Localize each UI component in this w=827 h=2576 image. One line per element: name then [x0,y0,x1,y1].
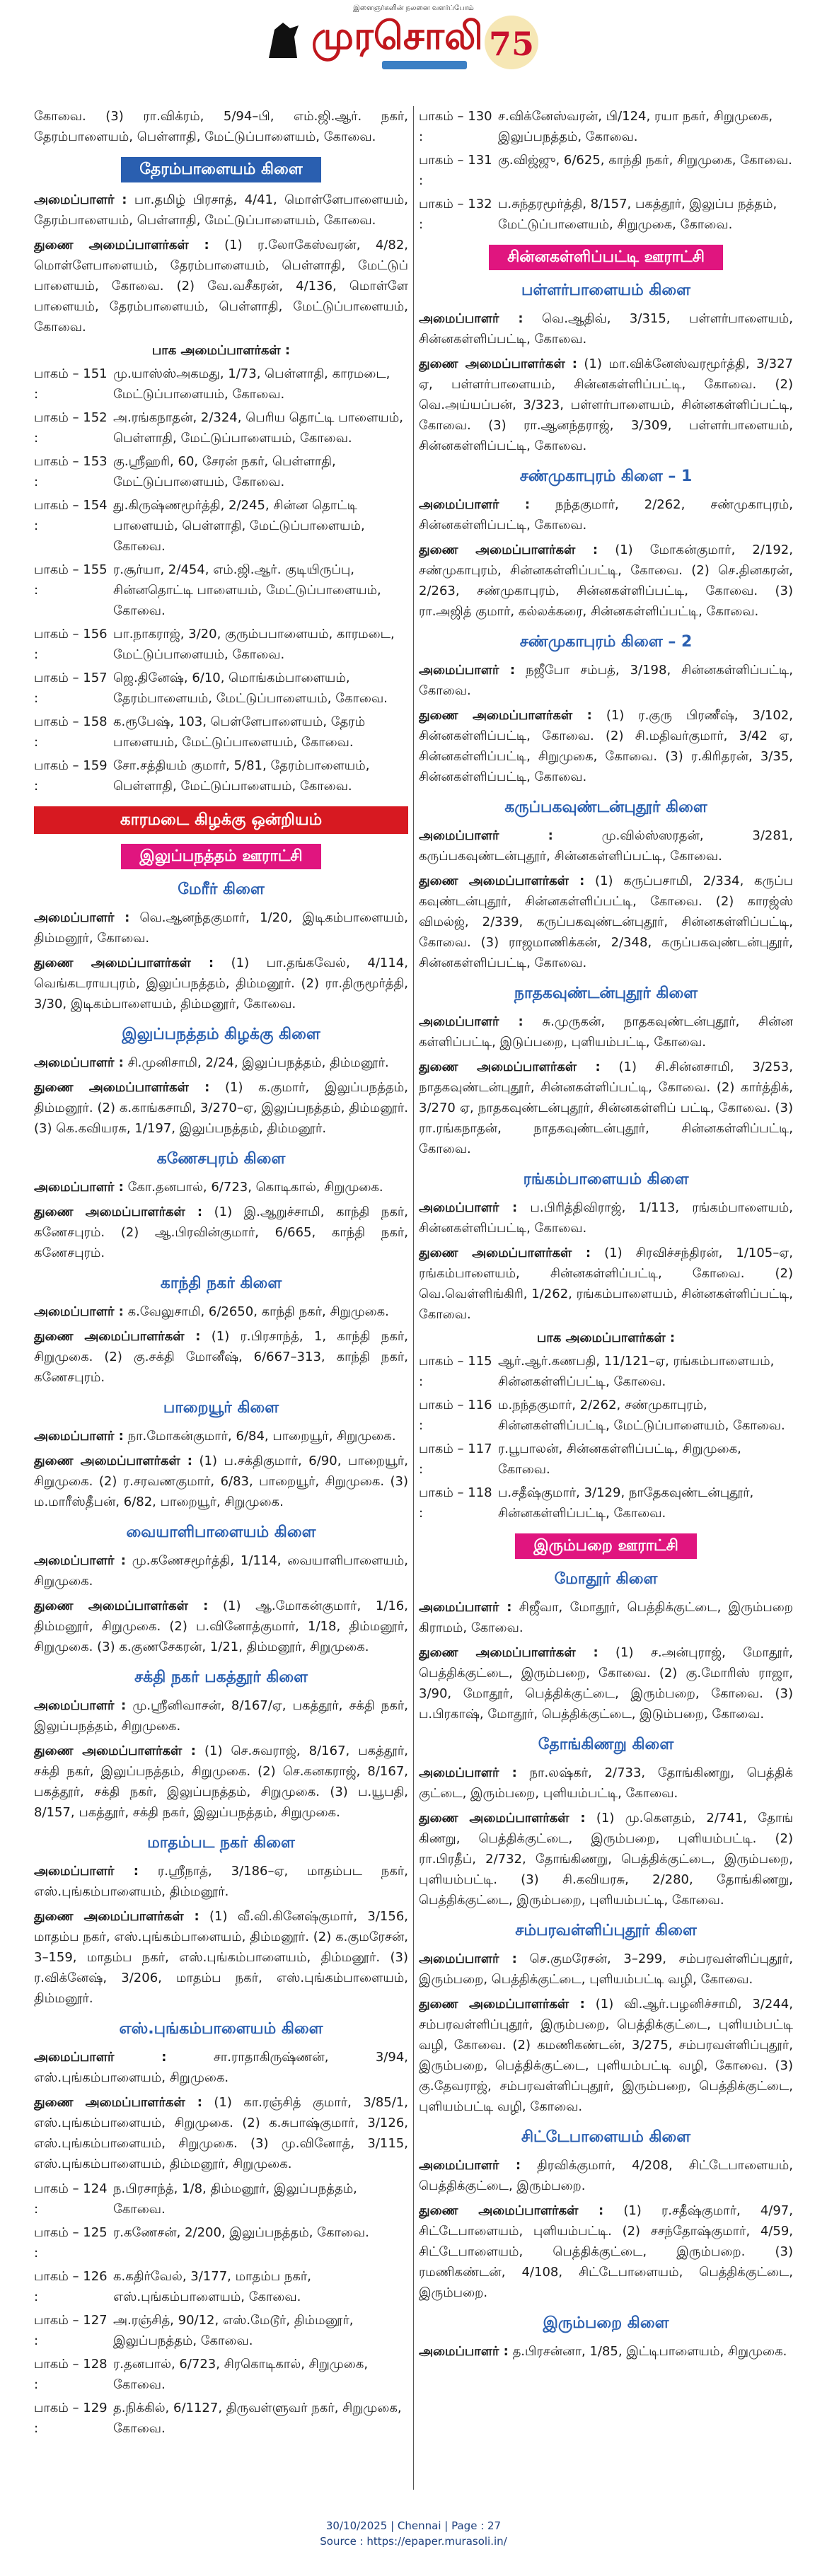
booth-entry [419,1483,793,1524]
entry-paragraph [34,1695,408,1736]
section-heading [34,1667,408,1688]
section-heading-text: சக்தி நகர் பகத்தூர் கிளை [134,1669,308,1686]
booth-detail: ர.தனபால், 6/723, சிரகொடிகால், சிறுமுகை, கோவை. [113,2357,369,2392]
section-heading [419,2313,793,2334]
section-heading [419,1569,793,1590]
entry-text: (1) மா.விக்னேஸ்வரமூர்த்தி, 3/327 ஏ, பள்ளர்பாளையம், சின்னகள்ளிப்பட்டி, கோவை. (2) வெ.அய்யப்பன், 3/323, பள்ளர்பாளையம், சின்னகள்ளிப்பட்டி, கோவை. (3) ரா.ஆனந்தராஜ், 3/309, பள்ளர்பாளையம், சின்னகள்ளிப்பட்டி, கோவை. [419,356,793,453]
entry-role-label: துணை அமைப்பாளர்கள் : [34,1599,209,1613]
entry-role-label: துணை அமைப்பாளர்கள் : [34,1744,196,1758]
entry-role-label: துணை அமைப்பாளர்கள் : [419,543,598,557]
section-heading [34,1522,408,1543]
booth-entry [419,194,793,235]
entry-role-label: அமைப்பாளர் : [34,1304,124,1319]
booth-entry [34,668,408,709]
entry-paragraph [34,1202,408,1263]
masthead-tagline: இளைஞர்களின் நலனை வளர்ப்போம் [353,4,474,12]
entry-text: சிஜீவா, மோதூர், பெத்திக்குட்டை, இரும்பறை கிராமம், கோவை. [419,1600,793,1635]
section-heading-text: நாதகவுண்டன்புதூர் கிளை [514,985,698,1002]
entry-paragraph [34,907,408,948]
entry-text: மு.ஸ்ரீனிவாசன், 8/167/ஏ, பகத்தூர், சக்தி நகர், இலுப்பநத்தம், சிறுமுகை. [34,1698,408,1734]
entry-role-label: அமைப்பாளர் : [419,1951,517,1966]
section-heading-text: தேரம்பாளையம் கிளை [121,157,320,182]
entry-text: நஜீபோ சம்பத், 3/198, சின்னகள்ளிப்பட்டி, கோவை. [419,663,793,698]
entry-paragraph [34,1741,408,1823]
booth-detail: ஜெ.தினேஷ், 6/10, மொங்கம்பாளையம், தேரம்பாளையம், மேட்டுப்பாளையம், கோவை. [113,671,388,706]
section-heading-text: வையாளிபாளையம் கிளை [126,1524,316,1541]
entry-text: (1) சி.சின்னசாமி, 3/253, நாதகவுண்டன்புதூர், சின்னகள்ளிப்பட்டி, கோவை. (2) கார்த்திக், 3/270 ஏ, நாதகவுண்டன்புதூர், சின்னகள்ளிப் பட்டி, கோவை. (3) ரா.ரங்கநாதன், நாதகவுண்டன்புதூர், சின்னகள்ளிப்பட்டி, கோவை. [419,1060,793,1156]
section-heading [419,1169,793,1190]
entry-paragraph [419,1011,793,1052]
entry-text: (1) வி.ஆர்.பழனிச்சாமி, 3/244, சம்பரவள்ளிப்புதூர், இரும்பறை, பெத்திக்குட்டை, புளியம்பட்டி வழி, கோவை. (2) கமணிகண்டன், 3/275, சம்பரவள்ளிப்புதூர், இரும்பறை, பெத்திக்குட்டை, புளியம்பட்டி வழி, கோவை. (3) கு.தேவராஜ், சம்பரவள்ளிப்புதூர், இரும்பறை, பெத்திக்குட்டை, புளியம்பட்டி வழி, கோவை. [419,1997,793,2114]
entry-paragraph [419,825,793,866]
entry-paragraph [419,1057,793,1159]
entry-text: (1) செ.சுவராஜ், 8/167, பகத்தூர், சக்தி நகர், இலுப்பநத்தம், சிறுமுகை. (2) செ.கனகராஜ், 8/167, பகத்தூர், சக்தி நகர், இலுப்பநத்தம், சிறுமுகை. (3) ப.யூபதி, 8/157, பகத்தூர், சக்தி நகர், இலுப்பநத்தம், சிறுமுகை. [34,1744,408,1820]
entry-paragraph [419,354,793,456]
entry-paragraph [419,1642,793,1724]
entry-role-label: அமைப்பாளர் : [419,1200,518,1215]
booth-entry [34,2266,408,2307]
booth-number: பாகம் – 131 : [419,153,492,188]
section-heading-text: பள்ளர்பாளையம் கிளை [521,282,691,299]
entry-role-label: அமைப்பாளர் : [419,828,553,843]
booth-entry [34,2354,408,2395]
booth-entry [419,150,793,191]
entry-role-label: அமைப்பாளர் : [34,1180,124,1195]
booth-number: பாகம் – 151 : [34,366,108,402]
entry-text: வெ.ஆதிவ், 3/315, பள்ளர்பாளையம், சின்னகள்ளிப்பட்டி, கோவை. [419,311,793,347]
entry-text: (1) சிரவிச்சந்திரன், 1/105–ஏ, ரங்கம்பாளையம், சின்னகள்ளிப்பட்டி, கோவை. (2) வெ.வெள்ளிங்கிரி, 1/262, ரங்கம்பாளையம், சின்னகள்ளிப்பட்டி, கோவை. [419,1246,793,1322]
section-heading [419,1734,793,1756]
booth-detail: ஆர்.ஆர்.கணபதி, 11/121–ஏ, ரங்கம்பாளையம், சின்னகள்ளிப்பட்டி, கோவை. [498,1354,775,1389]
section-heading [34,1149,408,1170]
entry-role-label: துணை அமைப்பாளர்கள் : [419,1246,591,1260]
section-heading [419,797,793,818]
entry-paragraph [419,660,793,701]
entry-text: வெ.ஆனந்தகுமார், 1/20, இடிகம்பாளையம், திம்மனூர், கோவை. [34,910,408,946]
booth-entry [34,2222,408,2263]
entry-text: ர.ஸ்ரீநாத், 3/186–ஏ, மாதம்பட நகர், எஸ்.புங்கம்பாளையம், திம்மனூர். [34,1864,408,1899]
section-heading-text: சின்னகள்ளிப்பட்டி ஊராட்சி [489,245,723,270]
entry-role-label: துணை அமைப்பாளர்கள் : [419,874,585,888]
section-heading-text: இலுப்பநத்தம் ஊராட்சி [121,844,320,869]
entry-paragraph [419,1763,793,1804]
entry-role-label: அமைப்பாளர் : [419,311,524,326]
entry-role-label: அமைப்பாளர் : [419,497,531,512]
entry-paragraph [34,190,408,231]
entry-role-label: அமைப்பாளர் : [419,1014,524,1029]
entry-text: (1) பா.தங்கவேல், 4/114, வெங்கடராயபுரம், இலுப்பநத்தம், திம்மனூர். (2) ரா.திருமூர்த்தி, 3/30, இடிகம்பாளையம், திம்மனூர், கோவை. [34,956,408,1011]
entry-paragraph [34,235,408,337]
entry-role-label: அமைப்பாளர் : [419,2344,509,2359]
booth-number: பாகம் – 157 : [34,671,108,706]
entry-role-label: துணை அமைப்பாளர்கள் : [34,1454,192,1468]
booth-entry [34,495,408,557]
entry-paragraph [419,2155,793,2196]
booth-entry [34,2310,408,2351]
entry-role-label: துணை அமைப்பாளர்கள் : [34,1329,201,1344]
entry-text: (1) கருப்பசாமி, 2/334, கருப்ப கவுண்டன்புதூர், சின்னகள்ளிப்பட்டி, கோவை. (2) காரஜ்ஸ் விமல்ஜ், 2/339, கருப்பகவுண்டன்புதூர், சின்னகள்ளிப்பட்டி, கோவை. (3) ராஜமாணிக்கன், 2/348, கருப்பகவுண்டன்புதூர், சின்னகள்ளிப்பட்டி, கோவை. [419,874,793,970]
entry-paragraph [419,1949,793,1990]
section-heading [34,1273,408,1294]
booth-entry [34,451,408,492]
booth-detail: ப.சதீஷ்குமார், 3/129, நாதேகவுண்டன்புதூர், சின்னகள்ளிப்பட்டி, கோவை. [498,1485,754,1521]
section-heading-text: ரங்கம்பாளையம் கிளை [523,1171,689,1188]
entry-text: கோ.தனபால், 6/723, கொடிகால், சிறுமுகை. [127,1180,383,1195]
anniversary-number: 75 [488,25,535,63]
section-heading-text: பாறையூர் கிளை [163,1399,279,1417]
section-heading [34,157,408,182]
entry-paragraph [34,1301,408,1322]
entry-role-label: துணை அமைப்பாளர்கள் : [419,708,592,723]
entry-paragraph [34,2092,408,2174]
booth-detail: ச.விக்னேஸ்வரன், பி/124, ரயா நகர், சிறுமுகை, இலுப்பநத்தம், கோவை. [498,109,773,144]
booth-detail: சோ.சத்தியம் குமார், 5/81, தேரம்பாளையம், பெள்ளாதி, மேட்டுப்பாளையம், கோவை. [113,758,370,794]
booth-detail: ப.சுந்தரமூர்த்தி, 8/157, பகத்தூர், இலுப்ப நத்தம், மேட்டுப்பாளையம், சிறுமுகை, கோவை. [498,197,777,232]
section-heading-text: சம்பரவள்ளிப்புதூர் கிளை [515,1922,697,1939]
entry-text: செ.குமரேசன், 3–299, சம்பரவள்ளிப்புதூர், இரும்பறை, பெத்திக்குட்டை, புளியம்பட்டி வழி, கோவை. [419,1951,793,1987]
booth-number: பாகம் – 158 : [34,714,108,750]
booth-entry [419,1395,793,1436]
section-heading [34,1398,408,1419]
entry-text: (1) ப.சக்திகுமார், 6/90, பாறையூர், சிறுமுகை. (2) ர.சரவணகுமார், 6/83, பாறையூர், சிறுமுகை. (3) ம.மாரீஸ்தீபன், 6/82, பாறையூர், சிறுமுகை. [34,1454,408,1509]
entry-role-label: அமைப்பாளர் : [34,1553,126,1568]
entry-text: (1) ஆ.மோகன்குமார், 1/16, திம்மனூர், சிறுமுகை. (2) ப.வினோத்குமார், 1/18, திம்மனூர், சிறுமுகை. (3) க.குணசேகரன், 1/21, திம்மனூர், சிறுமுகை. [34,1599,408,1654]
section-heading-text: எஸ்.புங்கம்பாளையம் கிளை [119,2020,323,2038]
booth-detail: க.ரூபேஷ், 103, பெள்ளேபாளையம், தேரம் பாளையம், மேட்டுப்பாளையம், கோவை. [113,714,366,750]
booth-number: பாகம் – 118 : [419,1485,492,1521]
entry-role-label: அமைப்பாளர் : [419,1765,517,1780]
entry-role-label: துணை அமைப்பாளர்கள் : [34,2095,202,2110]
section-heading-text: சிட்டேபாளையம் கிளை [521,2128,691,2146]
section-heading-text: மோதூர் கிளை [554,1570,658,1588]
booth-entry [34,712,408,753]
block-label: பாக அமைப்பாளர்கள் : [151,343,291,358]
entry-paragraph [419,871,793,973]
booth-detail: கு.விஜ்ஜு, 6/625, காந்தி நகர், சிறுமுகை, கோவை. [498,153,792,168]
booth-number: பாகம் – 115 : [419,1354,492,1389]
booth-number: பாகம் – 156 : [34,627,108,662]
entry-text: திரவிக்குமார், 4/208, சிட்டேபாளையம், பெத்திக்குட்டை, இரும்பறை. [419,2158,793,2193]
booth-entry [34,624,408,665]
booth-entry [419,106,793,147]
entry-role-label: துணை அமைப்பாளர்கள் : [419,1060,601,1074]
section-heading [34,2019,408,2040]
section-heading [34,1833,408,1854]
entry-text: (1) ர.குரு பிரணீஷ், 3/102, சின்னகள்ளிப்பட்டி, கோவை. (2) சி.மதிவர்குமார், 3/42 ஏ, சின்னகள்ளிப்பட்டி, சிறுமுகை, கோவை. (3) ர.கிரிதரன், 3/35, சின்னகள்ளிப்பட்டி, கோவை. [419,708,793,784]
section-heading [419,466,793,487]
booth-number: பாகம் – 124 : [34,2181,108,2217]
entry-role-label: துணை அமைப்பாளர்கள் : [419,2203,604,2218]
entry-role-label: துணை அமைப்பாளர்கள் : [34,956,214,970]
section-heading [34,879,408,900]
section-heading [419,2127,793,2148]
booth-number: பாகம் – 155 : [34,562,108,598]
entry-paragraph [419,308,793,349]
entry-text: த.பிரசன்னா, 1/85, இட்டிபாளையம், சிறுமுகை. [512,2344,787,2359]
entry-role-label: அமைப்பாளர் : [34,192,127,207]
booth-detail: அ.ரஞ்சித், 90/12, எஸ்.மேடூர், திம்மனூர், இலுப்பநத்தம், கோவை. [113,2313,354,2348]
booth-detail: ந.பிரசாந்த், 1/8, திம்மனூர், இலுப்பநத்தம், கோவை. [113,2181,357,2217]
entry-text: சு.முருகன், நாதகவுண்டன்புதூர், சின்ன கள்ளிப்பட்டி, இடுப்பறை, புளியம்பட்டி, கோவை. [419,1014,793,1050]
booth-detail: மு.யாஸ்ஸ்அகமது, 1/73, பெள்ளாதி, காரமடை, மேட்டுப்பாளையம், கோவை. [113,366,391,402]
entry-role-label: துணை அமைப்பாளர்கள் : [34,1080,210,1095]
entry-role-label: அமைப்பாளர் : [34,910,130,925]
entry-paragraph [419,2200,793,2303]
booth-number: பாகம் – 153 : [34,454,108,489]
entry-text: நா.லஷ்கர், 2/733, தோங்கிணறு, பெத்திக் குட்டை, இரும்பறை, புளியம்பட்டி, கோவை. [419,1765,793,1801]
section-heading-text: சண்முகாபுரம் கிளை – 2 [519,633,693,651]
footer-source-line: Source : https://epaper.murasoli.in/ [320,2535,507,2548]
entry-text: கோவை. (3) ரா.விக்ரம், 5/94–பி, எம்.ஜி.ஆர். நகர், தேரம்பாளையம், பெள்ளாதி, மேட்டுப்பாளையம், கோவை. [34,109,408,144]
section-heading [419,632,793,653]
section-heading [419,983,793,1004]
section-heading [419,245,793,270]
section-heading-text: தோங்கிணறு கிளை [538,1736,674,1753]
booth-detail: க.கதிர்வேல், 3/177, மாதம்ப நகர், எஸ்.புங்கம்பாளையம், கோவை. [113,2269,312,2304]
entry-text: மு.கணேசமூர்த்தி, 1/114, வையாளிபாளையம், சிறுமுகை. [34,1553,408,1589]
entry-text: (1) வீ.வி.கினேஷ்குமார், 3/156, மாதம்ப நகர், எஸ்.புங்கம்பாளையம், திம்மனூர். (2) க.குமரேசன், 3–159, மாதம்ப நகர், எஸ்.புங்கம்பாளையம், திம்மனூர். (3) ர.விக்னேஷ், 3/206, மாதம்ப நகர், எஸ்.புங்கம்பாளையம், திம்மனூர். [34,1909,408,2006]
column-divider [413,106,414,2490]
entry-text: (1) ர.லோகேஸ்வரன், 4/82, மொள்ளேபாளையம், தேரம்பாளையம், பெள்ளாதி, மேட்டுப் பாளையம், கோவை. (2) வே.வசீகரன், 4/136, மொள்ளே பாளையம், தேரம்பாளையம், பெள்ளாதி, மேட்டுப்பாளையம், கோவை. [34,238,408,335]
entry-paragraph [34,1326,408,1388]
entry-text: (1) ர.பிரசாந்த், 1, காந்தி நகர், சிறுமுகை. (2) கு.சக்தி மோனீஷ், 6/667–313, காந்தி நகர், கணேசபுரம். [34,1329,408,1385]
booth-number: பாகம் – 117 : [419,1441,492,1477]
page-footer [0,2518,827,2549]
entry-paragraph [419,1243,793,1325]
booth-number: பாகம் – 125 : [34,2225,108,2261]
section-heading [419,1533,793,1559]
section-heading-text: மாதம்பட நகர் கிளை [147,1834,295,1852]
anniversary-75-badge [481,11,542,74]
section-heading-text: இரும்பறை கிளை [543,2314,669,2332]
booth-entry [419,1351,793,1392]
entry-paragraph [419,705,793,787]
section-heading [419,1920,793,1942]
entry-paragraph [419,1808,793,1910]
booth-detail: கு.ஸ்ரீஹரி, 60, சேரன் நகர், பெள்ளாதி, மேட்டுப்பாளையம், கோவை. [113,454,336,489]
booth-number: பாகம் – 128 : [34,2357,108,2392]
entry-paragraph [34,953,408,1014]
entry-role-label: துணை அமைப்பாளர்கள் : [34,1205,203,1219]
section-heading-text: கணேசபுரம் கிளை [156,1150,286,1168]
booth-entry [419,1439,793,1480]
entry-role-label: அமைப்பாளர் : [419,663,516,678]
entry-role-label: அமைப்பாளர் : [419,1600,512,1615]
block-label: பாக அமைப்பாளர்கள் : [536,1330,676,1345]
booth-number: பாகம் – 132 : [419,197,492,232]
entry-paragraph [419,540,793,622]
entry-role-label: துணை அமைப்பாளர்கள் : [419,356,577,371]
entry-text: (1) மோகன்குமார், 2/192, சண்முகாபுரம், சின்னகள்ளிப்பட்டி, கோவை. (2) செ.தினகரன், 2/263, சண்முகாபுரம், சின்னகள்ளிப்பட்டி, கோவை. (3) ரா.அஜித் குமார், கல்லக்கரை, சின்னகள்ளிப்பட்டி, கோவை. [419,543,793,619]
entry-paragraph [34,1596,408,1657]
entry-text: நந்தகுமார், 2/262, சண்முகாபுரம், சின்னகள்ளிப்பட்டி, கோவை. [419,497,793,533]
section-heading-text: கருப்பகவுண்டன்புதூர் கிளை [504,799,707,816]
entry-role-label: துணை அமைப்பாளர்கள் : [34,238,209,253]
entry-text: (1) கா.ரஞ்சித் குமார், 3/85/1, எஸ்.புங்கம்பாளையம், சிறுமுகை. (2) க.சுபாஷ்குமார், 3/126, எஸ்.புங்கம்பாளையம், சிறுமுகை. (3) மு.வினோத், 3/115, எஸ்.புங்கம்பாளையம், திம்மனூர், சிறுமுகை. [34,2095,408,2171]
booth-detail: து.கிருஷ்ணமூர்த்தி, 2/245, சின்ன தொட்டி பாளையம், பெள்ளாதி, மேட்டுப்பாளையம், கோவை. [113,498,365,554]
entry-paragraph [34,1550,408,1591]
section-heading [419,280,793,301]
entry-role-label: அமைப்பாளர் : [34,1429,124,1444]
booth-entry [34,2398,408,2439]
entry-paragraph [34,1177,408,1197]
booth-number: பாகம் – 116 : [419,1398,492,1433]
column-right [419,106,793,2490]
masthead [0,0,827,76]
booth-entry [34,755,408,796]
booth-entry [34,364,408,405]
booth-number: பாகம் – 130 : [419,109,492,144]
logo-subline [382,61,467,69]
section-heading-text: இலுப்பநத்தம் கிழக்கு கிளை [122,1026,320,1043]
section-heading-text: இரும்பறை ஊராட்சி [515,1533,697,1559]
section-heading [34,1024,408,1045]
entry-role-label: துணை அமைப்பாளர்கள் : [419,1997,585,2012]
entry-text: (1) இ.ஆறுச்சாமி, காந்தி நகர், கணேசபுரம். (2) ஆ.பிரவின்குமார், 6/665, காந்தி நகர், கணேசபுரம். [34,1205,408,1260]
booth-number: பாகம் – 154 : [34,498,108,533]
entry-paragraph [34,1906,408,2009]
entry-text: பா.தமிழ் பிரசாத், 4/41, மொள்ளேபாளையம், தேரம்பாளையம், பெள்ளாதி, மேட்டுப்பாளையம், கோவை. [34,192,408,228]
booth-detail: ம.நந்தகுமார், 2/262, சண்முகாபுரம், சின்னகள்ளிப்பட்டி, மேட்டுப்பாளையம், கோவை. [498,1398,785,1433]
booth-detail: ர.பூபாலன், சின்னகள்ளிப்பட்டி, சிறுமுகை, கோவை. [498,1441,741,1477]
booth-number: பாகம் – 127 : [34,2313,108,2348]
booth-detail: ர.சூர்யா, 2/454, எம்.ஜி.ஆர். குடியிருப்பு, சின்னதொட்டி பாளையம், மேட்டுப்பாளையம், கோவை. [113,562,381,618]
entry-text: க.வேலுசாமி, 6/2650, காந்தி நகர், சிறுமுகை. [127,1304,389,1319]
entry-paragraph [419,1994,793,2117]
booth-entry [34,407,408,448]
entry-role-label: அமைப்பாளர் : [34,1864,139,1879]
entry-text: மு.வில்ஸ்ஸரதன், 3/281, கருப்பகவுண்டன்புதூர், சின்னகள்ளிப்பட்டி, கோவை. [419,828,793,864]
entry-paragraph [34,106,408,147]
newspaper-title: முரசொலி [311,13,483,58]
booth-detail: த.நிக்கில், 6/1127, திருவள்ளுவர் நகர், சிறுமுகை, கோவை. [113,2401,402,2436]
entry-text: (1) ச.அன்புராஜ், மோதூர், பெத்திக்குட்டை, இரும்பறை, கோவை. (2) கு.மோரிஸ் ராஜா, 3/90, மோதூர், பெத்திக்குட்டை, இரும்பறை, கோவை. (3) ப.பிரகாஷ், மோதூர், பெத்திக்குட்டை, இடும்பறை, கோவை. [419,1645,793,1722]
booth-entry [34,2178,408,2220]
entry-text: ப.பிரித்திவிராஜ், 1/113, ரங்கம்பாளையம், சின்னகள்ளிப்பட்டி, கோவை. [419,1200,793,1236]
booth-detail: அ.ரங்கநாதன், 2/324, பெரிய தொட்டி பாளையம், பெள்ளாதி, மேட்டுப்பாளையம், கோவை. [113,410,403,446]
entry-paragraph [34,2047,408,2088]
entry-role-label: துணை அமைப்பாளர்கள் : [34,1909,199,1924]
booth-detail: ர.கணேசன், 2/200, இலுப்பநத்தம், கோவை. [113,2225,369,2240]
entry-role-label: துணை அமைப்பாளர்கள் : [419,1645,598,1660]
news-page [34,106,793,2490]
entry-paragraph [419,494,793,535]
booth-entry [34,559,408,621]
booth-detail: பா.நாகராஜ், 3/20, குரும்பபாளையம், காரமடை, மேட்டுப்பாளையம், கோவை. [113,627,395,662]
newspaper-logo [262,11,566,74]
entry-paragraph [34,1052,408,1073]
rooster-icon [262,16,304,65]
booth-number: பாகம் – 159 : [34,758,108,794]
entry-role-label: அமைப்பாளர் : [34,1698,127,1713]
entry-text: நா.மோகன்குமார், 6/84, பாறையூர், சிறுமுகை. [127,1429,396,1444]
booth-number: பாகம் – 152 : [34,410,108,446]
section-heading-text: சண்முகாபுரம் கிளை – 1 [519,468,693,485]
entry-role-label: துணை அமைப்பாளர்கள் : [419,1811,586,1826]
section-heading [34,844,408,869]
entry-role-label: அமைப்பாளர் : [419,2158,521,2173]
entry-paragraph [419,1597,793,1638]
entry-paragraph [419,2341,793,2362]
entry-role-label: அமைப்பாளர் : [34,2050,167,2065]
section-heading-text: மேரீர் கிளை [178,881,265,898]
entry-text: (1) ர.சதீஷ்குமார், 4/97, சிட்டேபாளையம், புளியம்பட்டி. (2) சசந்தோஷ்குமார், 4/59, சிட்டேபாளையம், பெத்திக்குட்டை, இரும்பறை. (3) ரமணிகண்டன், 4/108, சிட்டேபாளையம், பெத்திக்குட்டை, இரும்பறை. [419,2203,793,2300]
section-heading [34,806,408,834]
entry-text: சா.ராதாகிருஷ்ணன், 3/94, எஸ்.புங்கம்பாளையம், சிறுமுகை. [34,2050,408,2085]
entry-role-label: அமைப்பாளர் : [34,1055,124,1070]
entry-paragraph [419,1197,793,1238]
footer-date-line: 30/10/2025 | Chennai | Page : 27 [325,2519,502,2532]
entry-paragraph [34,1426,408,1446]
section-heading-text: காந்தி நகர் கிளை [160,1275,282,1292]
column-left [34,106,408,2490]
booth-number: பாகம் – 126 : [34,2269,108,2304]
entry-text: (1) க.குமார், இலுப்பநத்தம், திம்மனூர். (2) க.காங்கசாமி, 3/270–ஏ, இலுப்பநத்தம், திம்மனூர். (3) கெ.கவியரசு, 1/197, இலுப்பநத்தம், திம்மனூர். [34,1080,408,1136]
entry-paragraph [34,1451,408,1512]
section-heading-text: காரமடை கிழக்கு ஒன்றியம் [34,806,408,834]
entry-text: (1) மு.கௌதம், 2/741, தோங் கிணறு, பெத்திக்குட்டை, இரும்பறை, புளியம்பட்டி. (2) ரா.பிரதீப், 2/732, தோங்கிணறு, பெத்திக்குட்டை, இரும்பறை, புளியம்பட்டி. (3) சி.கவியரசு, 2/280, தோங்கிணறு, பெத்திக்குட்டை, இரும்பறை, புளியம்பட்டி, கோவை. [419,1811,793,1908]
booth-number: பாகம் – 129 : [34,2401,108,2436]
entry-paragraph [34,1077,408,1139]
entry-paragraph [34,1861,408,1902]
entry-text: சி.முனிசாமி, 2/24, இலுப்பநத்தம், திம்மனூர். [127,1055,389,1070]
